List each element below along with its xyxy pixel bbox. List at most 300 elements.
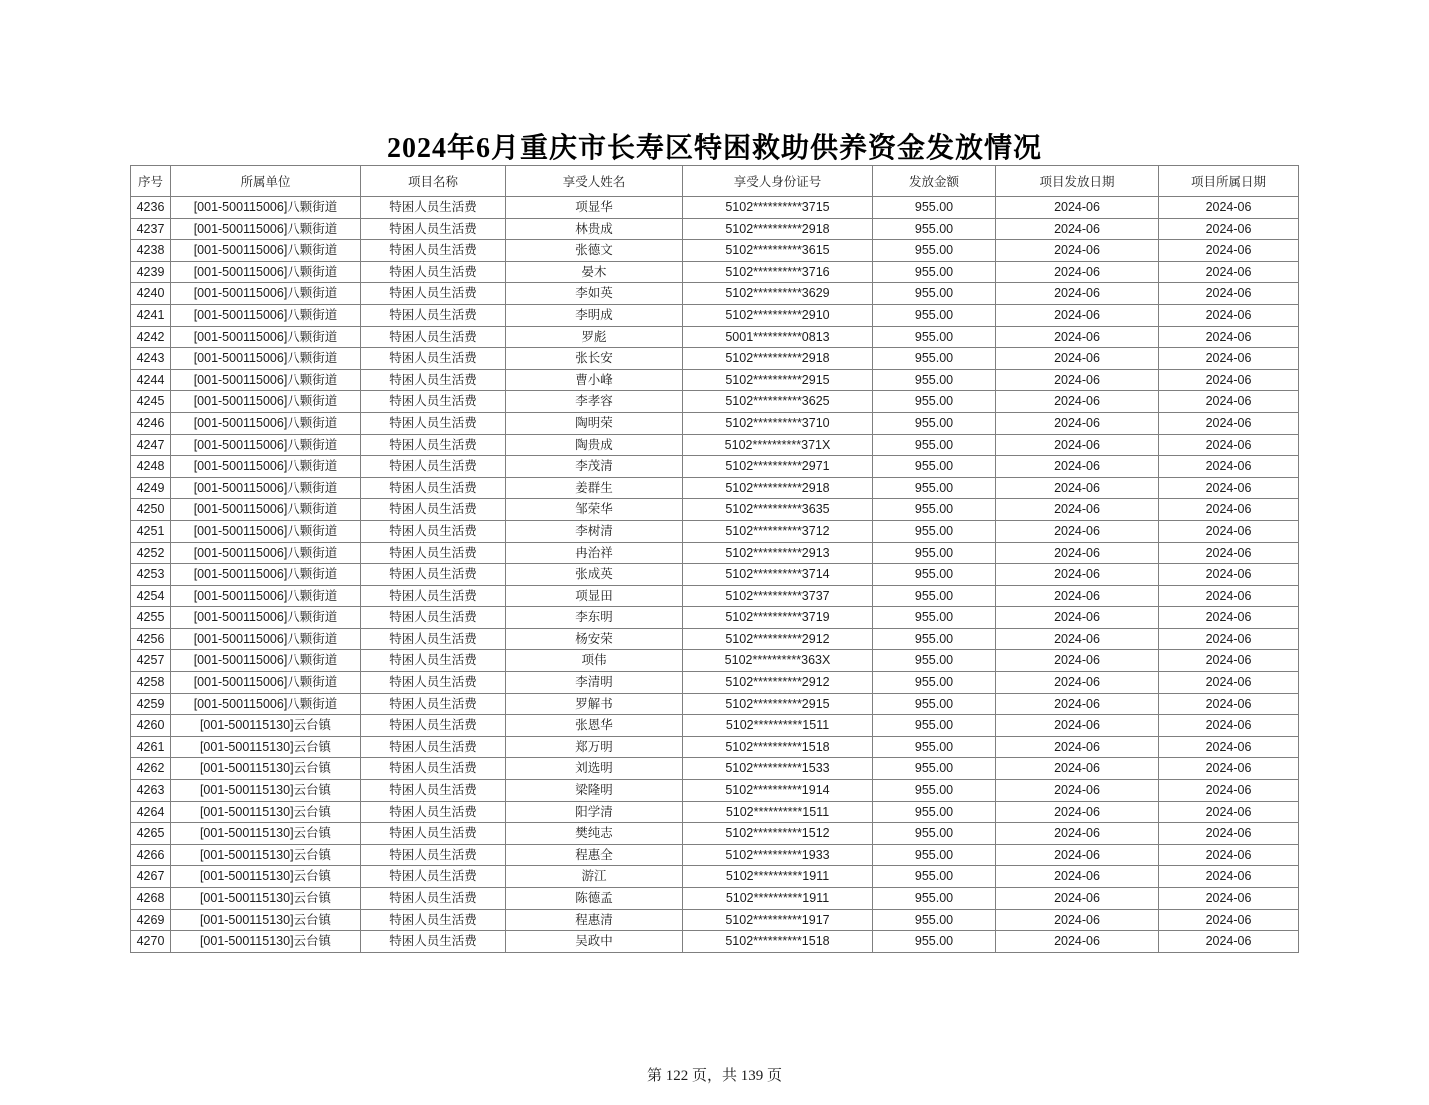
table-cell: 特困人员生活费 [361,391,506,413]
table-cell: [001-500115006]八颗街道 [171,304,361,326]
table-cell: 4259 [131,693,171,715]
table-cell: 4254 [131,585,171,607]
table-cell: 955.00 [873,888,996,910]
table-row [131,391,1299,413]
table-cell: 2024-06 [996,758,1159,780]
table-cell: [001-500115130]云台镇 [171,758,361,780]
table-row [131,369,1299,391]
table-cell: 5102**********3629 [683,283,873,305]
table-cell: 5102**********363X [683,650,873,672]
table-cell: 2024-06 [1159,240,1299,262]
table-cell: 955.00 [873,477,996,499]
table-row [131,326,1299,348]
table-cell: 特困人员生活费 [361,628,506,650]
table-cell: 2024-06 [1159,715,1299,737]
table-cell: 2024-06 [1159,326,1299,348]
table-row [131,780,1299,802]
table-cell: 955.00 [873,283,996,305]
table-cell: 特困人员生活费 [361,412,506,434]
table-cell: 阳学清 [506,801,683,823]
table-cell: 4262 [131,758,171,780]
table-cell: [001-500115130]云台镇 [171,888,361,910]
table-cell: [001-500115006]八颗街道 [171,218,361,240]
table-cell: 2024-06 [996,477,1159,499]
table-cell: [001-500115006]八颗街道 [171,412,361,434]
table-cell: 955.00 [873,369,996,391]
table-row [131,197,1299,219]
table-cell: 晏木 [506,261,683,283]
table-cell: 特困人员生活费 [361,542,506,564]
table-cell: 2024-06 [1159,520,1299,542]
table-row [131,434,1299,456]
table-cell: 2024-06 [996,391,1159,413]
table-cell: 4241 [131,304,171,326]
table-cell: 2024-06 [996,931,1159,953]
table-cell: 955.00 [873,391,996,413]
table-cell: [001-500115006]八颗街道 [171,542,361,564]
table-row [131,888,1299,910]
table-cell: 4270 [131,931,171,953]
table-cell: 张恩华 [506,715,683,737]
table-cell: 955.00 [873,218,996,240]
table-cell: 4256 [131,628,171,650]
table-cell: 2024-06 [1159,283,1299,305]
table-row [131,844,1299,866]
table-cell: 2024-06 [996,197,1159,219]
table-cell: 特困人员生活费 [361,758,506,780]
table-cell: 特困人员生活费 [361,844,506,866]
table-cell: 特困人员生活费 [361,456,506,478]
table-cell: 5102**********2912 [683,628,873,650]
table-cell: [001-500115006]八颗街道 [171,693,361,715]
table-cell: 955.00 [873,736,996,758]
table-cell: 2024-06 [996,866,1159,888]
table-cell: 4239 [131,261,171,283]
table-cell: 特困人员生活费 [361,866,506,888]
table-cell: 955.00 [873,801,996,823]
table-row [131,823,1299,845]
table-cell: [001-500115130]云台镇 [171,780,361,802]
table-cell: [001-500115006]八颗街道 [171,261,361,283]
table-cell: 5102**********3625 [683,391,873,413]
table-cell: 2024-06 [996,715,1159,737]
table-cell: 2024-06 [996,412,1159,434]
table-cell: 特困人员生活费 [361,693,506,715]
table-row [131,261,1299,283]
table-cell: 4252 [131,542,171,564]
table-cell: 2024-06 [1159,628,1299,650]
table-cell: 特困人员生活费 [361,801,506,823]
table-cell: 2024-06 [1159,412,1299,434]
table-cell: 5102**********371X [683,434,873,456]
table-cell: 5102**********3737 [683,585,873,607]
table-cell: [001-500115006]八颗街道 [171,628,361,650]
table-cell: 2024-06 [996,888,1159,910]
table-cell: 5102**********3719 [683,607,873,629]
table-cell: 姜群生 [506,477,683,499]
col-header-index: 序号 [131,166,171,197]
table-row [131,650,1299,672]
table-cell: [001-500115006]八颗街道 [171,326,361,348]
table-cell: 2024-06 [996,218,1159,240]
table-cell: 955.00 [873,499,996,521]
table-cell: 5102**********1917 [683,909,873,931]
table-cell: 4246 [131,412,171,434]
table-cell: 李清明 [506,672,683,694]
table-cell: 特困人员生活费 [361,888,506,910]
table-cell: [001-500115006]八颗街道 [171,283,361,305]
table-cell: 4264 [131,801,171,823]
table-row [131,585,1299,607]
table-cell: 955.00 [873,240,996,262]
table-cell: 2024-06 [1159,844,1299,866]
table-cell: 2024-06 [1159,672,1299,694]
table-cell: 特困人员生活费 [361,499,506,521]
table-cell: 特困人员生活费 [361,585,506,607]
table-cell: 955.00 [873,434,996,456]
table-cell: 2024-06 [1159,823,1299,845]
table-cell: 955.00 [873,758,996,780]
table-cell: 2024-06 [1159,499,1299,521]
table-cell: 955.00 [873,197,996,219]
table-cell: 955.00 [873,261,996,283]
table-cell: [001-500115006]八颗街道 [171,499,361,521]
table-row [131,564,1299,586]
table-row [131,693,1299,715]
table-cell: [001-500115006]八颗街道 [171,650,361,672]
table-cell: 955.00 [873,715,996,737]
col-header-period-date: 项目所属日期 [1159,166,1299,197]
col-header-unit: 所属单位 [171,166,361,197]
table-cell: 2024-06 [996,564,1159,586]
table-cell: 李茂清 [506,456,683,478]
col-header-beneficiary-name: 享受人姓名 [506,166,683,197]
table-cell: 5102**********2918 [683,218,873,240]
table-cell: 2024-06 [996,520,1159,542]
table-cell: 2024-06 [1159,197,1299,219]
table-cell: 2024-06 [996,348,1159,370]
table-cell: 程惠全 [506,844,683,866]
table-cell: 5102**********1518 [683,736,873,758]
table-cell: 2024-06 [1159,542,1299,564]
table-cell: 5102**********2918 [683,477,873,499]
table-cell: 5102**********1512 [683,823,873,845]
table-cell: 4257 [131,650,171,672]
col-header-project-name: 项目名称 [361,166,506,197]
table-row [131,520,1299,542]
table-body [131,197,1299,953]
table-cell: 2024-06 [1159,758,1299,780]
table-cell: 955.00 [873,844,996,866]
table-cell: [001-500115006]八颗街道 [171,434,361,456]
table-cell: 955.00 [873,931,996,953]
table-cell: 955.00 [873,650,996,672]
table-cell: 梁隆明 [506,780,683,802]
table-cell: [001-500115006]八颗街道 [171,369,361,391]
col-header-amount: 发放金额 [873,166,996,197]
table-row [131,736,1299,758]
table-cell: [001-500115006]八颗街道 [171,240,361,262]
table-cell: 2024-06 [996,304,1159,326]
table-cell: 2024-06 [1159,866,1299,888]
table-cell: 游江 [506,866,683,888]
table-cell: 2024-06 [996,261,1159,283]
table-row [131,909,1299,931]
table-cell: 2024-06 [1159,304,1299,326]
table-cell: 955.00 [873,348,996,370]
table-cell: 955.00 [873,456,996,478]
table-cell: 2024-06 [996,801,1159,823]
table-cell: 955.00 [873,304,996,326]
table-cell: 2024-06 [996,844,1159,866]
table-cell: 陈德孟 [506,888,683,910]
table-cell: 2024-06 [1159,261,1299,283]
table-cell: 2024-06 [1159,477,1299,499]
table-row [131,628,1299,650]
table-cell: 5102**********2913 [683,542,873,564]
table-cell: 罗解书 [506,693,683,715]
table-cell: 5102**********1533 [683,758,873,780]
table-row [131,499,1299,521]
table-cell: 2024-06 [1159,909,1299,931]
table-cell: [001-500115006]八颗街道 [171,348,361,370]
table-cell: 2024-06 [1159,369,1299,391]
table-cell: 4261 [131,736,171,758]
col-header-issue-date: 项目发放日期 [996,166,1159,197]
table-cell: 2024-06 [996,628,1159,650]
table-cell: 特困人员生活费 [361,607,506,629]
table-row [131,412,1299,434]
table-cell: 2024-06 [1159,607,1299,629]
table-cell: 4250 [131,499,171,521]
table-row [131,348,1299,370]
table-cell: 4260 [131,715,171,737]
table-cell: 4236 [131,197,171,219]
table-cell: [001-500115130]云台镇 [171,931,361,953]
table-cell: 4268 [131,888,171,910]
table-cell: 特困人员生活费 [361,326,506,348]
table-cell: [001-500115006]八颗街道 [171,520,361,542]
table-cell: 5001**********0813 [683,326,873,348]
table-cell: [001-500115006]八颗街道 [171,607,361,629]
table-row [131,304,1299,326]
table-cell: 955.00 [873,542,996,564]
table-cell: 2024-06 [996,736,1159,758]
table-cell: 2024-06 [1159,736,1299,758]
table-cell: [001-500115006]八颗街道 [171,564,361,586]
table-cell: 陶贵成 [506,434,683,456]
table-row [131,672,1299,694]
table-cell: 2024-06 [996,607,1159,629]
table-cell: [001-500115006]八颗街道 [171,672,361,694]
table-cell: 2024-06 [1159,780,1299,802]
table-cell: 2024-06 [996,434,1159,456]
table-header-row [131,166,1299,197]
table-cell: [001-500115006]八颗街道 [171,197,361,219]
table-cell: 955.00 [873,326,996,348]
table-cell: 5102**********2910 [683,304,873,326]
table-cell: 特困人员生活费 [361,931,506,953]
table-cell: [001-500115006]八颗街道 [171,585,361,607]
table-cell: 2024-06 [996,240,1159,262]
table-cell: 2024-06 [1159,434,1299,456]
table-cell: 2024-06 [1159,218,1299,240]
table-cell: 5102**********3710 [683,412,873,434]
table-cell: 项伟 [506,650,683,672]
table-cell: 4243 [131,348,171,370]
table-cell: 4244 [131,369,171,391]
table-cell: 5102**********2915 [683,369,873,391]
table-cell: 特困人员生活费 [361,369,506,391]
table-cell: 特困人员生活费 [361,823,506,845]
table-cell: 4240 [131,283,171,305]
table-cell: 特困人员生活费 [361,780,506,802]
table-cell: 2024-06 [1159,650,1299,672]
table-cell: 2024-06 [1159,693,1299,715]
table-row [131,218,1299,240]
table-row [131,931,1299,953]
table-cell: 罗彪 [506,326,683,348]
table-cell: 5102**********2918 [683,348,873,370]
table-cell: [001-500115006]八颗街道 [171,391,361,413]
table-cell: 4269 [131,909,171,931]
table-cell: 2024-06 [996,693,1159,715]
table-cell: [001-500115130]云台镇 [171,736,361,758]
table-row [131,758,1299,780]
table-cell: 特困人员生活费 [361,672,506,694]
table-cell: 张德文 [506,240,683,262]
table-cell: 2024-06 [1159,456,1299,478]
table-cell: [001-500115130]云台镇 [171,823,361,845]
table-cell: 刘选明 [506,758,683,780]
table-cell: 特困人员生活费 [361,715,506,737]
table-cell: 2024-06 [1159,564,1299,586]
table-cell: 2024-06 [1159,585,1299,607]
table-cell: 955.00 [873,909,996,931]
table-cell: 5102**********3716 [683,261,873,283]
table-cell: 4255 [131,607,171,629]
table-cell: 特困人员生活费 [361,650,506,672]
funds-distribution-table [130,165,1299,953]
table-cell: [001-500115130]云台镇 [171,844,361,866]
table-cell: 2024-06 [996,499,1159,521]
table-row [131,283,1299,305]
table-cell: 张成英 [506,564,683,586]
table-cell: 955.00 [873,693,996,715]
table-cell: 2024-06 [996,585,1159,607]
table-cell: [001-500115130]云台镇 [171,715,361,737]
table-cell: 邹荣华 [506,499,683,521]
table-cell: 5102**********3715 [683,197,873,219]
table-cell: 郑万明 [506,736,683,758]
table-cell: 杨安荣 [506,628,683,650]
table-cell: 特困人员生活费 [361,240,506,262]
table-cell: 955.00 [873,585,996,607]
table-cell: 李明成 [506,304,683,326]
table-cell: 4249 [131,477,171,499]
table-cell: 4237 [131,218,171,240]
table-cell: 特困人员生活费 [361,434,506,456]
table-cell: 2024-06 [996,283,1159,305]
page-footer: 第 122 页，共 139 页 [646,1068,782,1084]
table-cell: 4265 [131,823,171,845]
table-cell: 2024-06 [996,369,1159,391]
table-cell: 955.00 [873,823,996,845]
table-cell: 4251 [131,520,171,542]
table-cell: 特困人员生活费 [361,520,506,542]
table-cell: 特困人员生活费 [361,304,506,326]
table-cell: 5102**********3712 [683,520,873,542]
table-cell: 2024-06 [1159,888,1299,910]
table-cell: 5102**********1518 [683,931,873,953]
table-cell: 5102**********1933 [683,844,873,866]
table-cell: 特困人员生活费 [361,909,506,931]
table-cell: 5102**********1911 [683,888,873,910]
table-cell: 特困人员生活费 [361,736,506,758]
table-cell: [001-500115130]云台镇 [171,909,361,931]
table-cell: 李树清 [506,520,683,542]
table-cell: 2024-06 [996,909,1159,931]
table-cell: 特困人员生活费 [361,261,506,283]
table-cell: 冉治祥 [506,542,683,564]
table-cell: 2024-06 [996,326,1159,348]
table-cell: 5102**********3615 [683,240,873,262]
table-row [131,240,1299,262]
table-cell: 4242 [131,326,171,348]
table-cell: 特困人员生活费 [361,348,506,370]
table-cell: 2024-06 [996,823,1159,845]
table-cell: 5102**********1511 [683,801,873,823]
table-cell: 吴政中 [506,931,683,953]
table-cell: 2024-06 [996,456,1159,478]
table-cell: 4266 [131,844,171,866]
table-cell: 2024-06 [1159,931,1299,953]
table-cell: 5102**********1911 [683,866,873,888]
table-cell: 李东明 [506,607,683,629]
table-cell: 4267 [131,866,171,888]
table-cell: 陶明荣 [506,412,683,434]
table-cell: 特困人员生活费 [361,218,506,240]
table-cell: 曹小峰 [506,369,683,391]
table-cell: 2024-06 [1159,391,1299,413]
page-title: 2024年6月重庆市长寿区特困救助供养资金发放情况 [386,133,1042,164]
table-cell: 955.00 [873,672,996,694]
table-cell: [001-500115006]八颗街道 [171,477,361,499]
table-cell: 955.00 [873,564,996,586]
table-cell: 樊纯志 [506,823,683,845]
table-cell: 特困人员生活费 [361,283,506,305]
table-row [131,477,1299,499]
table-cell: 4258 [131,672,171,694]
table-row [131,542,1299,564]
table-cell: 4253 [131,564,171,586]
table-cell: 5102**********2915 [683,693,873,715]
table-cell: 955.00 [873,520,996,542]
table-cell: 4247 [131,434,171,456]
table-cell: 2024-06 [996,672,1159,694]
table-cell: 5102**********2971 [683,456,873,478]
table-row [131,801,1299,823]
table-cell: 项显华 [506,197,683,219]
table-cell: 5102**********2912 [683,672,873,694]
table-cell: 特困人员生活费 [361,564,506,586]
table-row [131,607,1299,629]
table-cell: 李孝容 [506,391,683,413]
table-cell: 2024-06 [1159,348,1299,370]
table-cell: 特困人员生活费 [361,197,506,219]
table-cell: 2024-06 [996,542,1159,564]
table-row [131,866,1299,888]
